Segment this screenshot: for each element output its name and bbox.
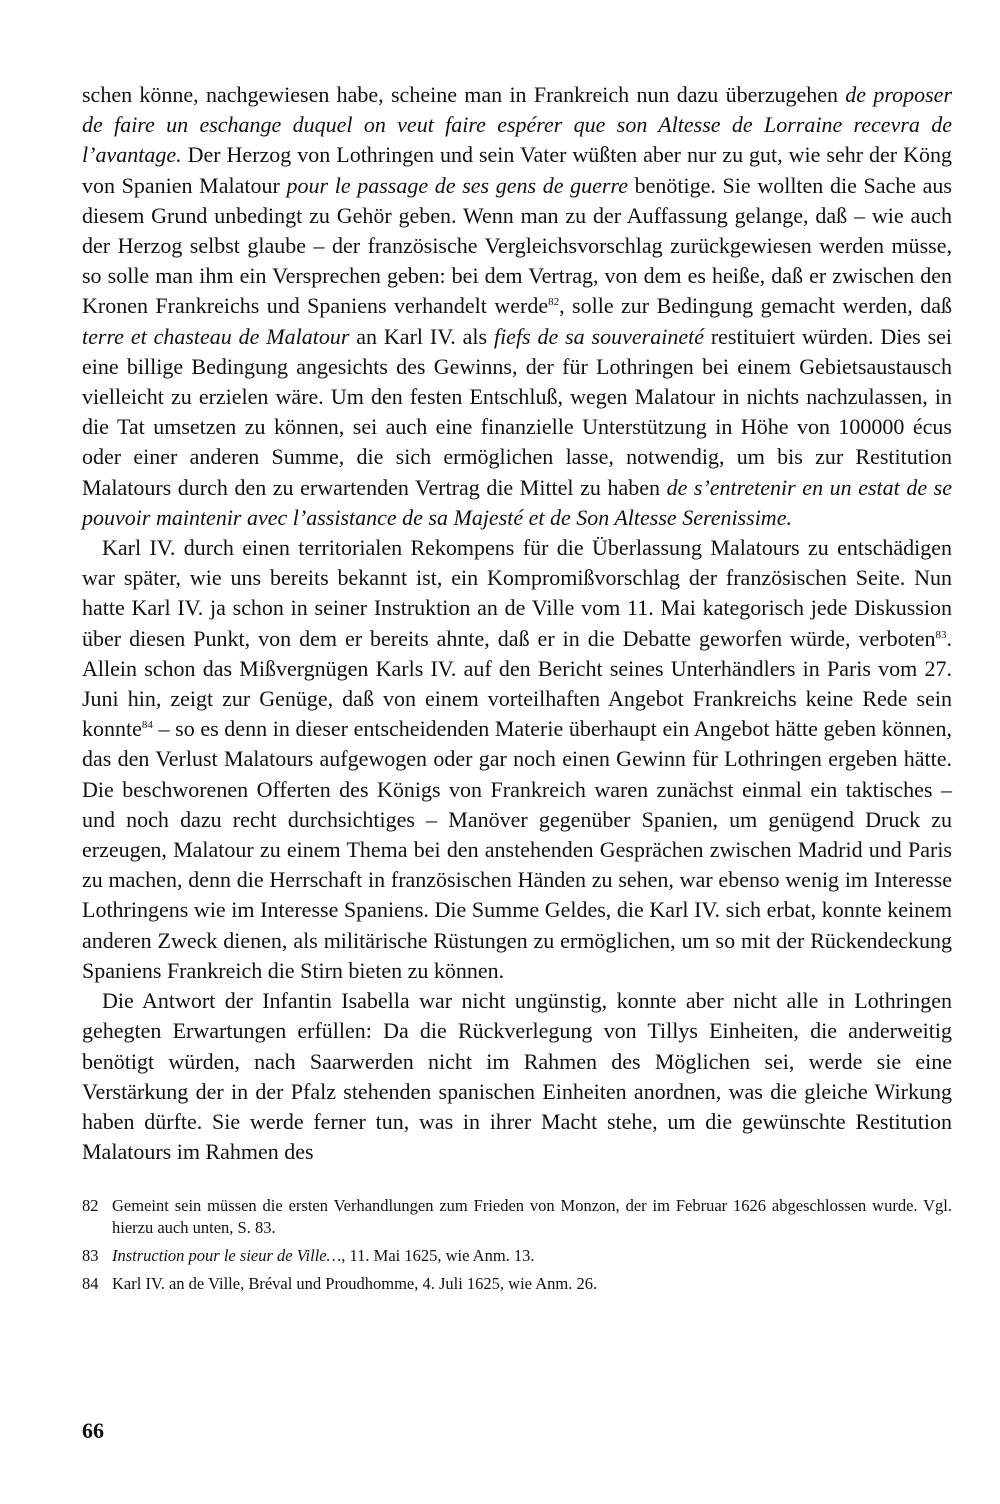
footnote-82 xyxy=(82,1195,952,1239)
footnote-83 xyxy=(82,1245,952,1267)
footnote-text xyxy=(112,1195,952,1239)
footnote-83-text: , 11. Mai 1625, wie Anm. 13. xyxy=(341,1246,535,1266)
footnote-ref-82[interactable]: 82 xyxy=(548,296,560,309)
paragraph-1-text-3: benötige. Sie wollten die Sache aus diesem Grund unbedingt zu Gehör geben. Wenn man zu der Auffassung gelange, daß – wie auch der Herzog selbst glaube – der französische Vergleichsvorschlag zurückgewiesen werden müsse, so solle man ihm ein Versprechen geben: bei dem Vertrag, von dem es heiße, daß er zwischen den Kronen Frankreichs und Spaniens verhandelt werde xyxy=(82,172,952,319)
paragraph-1-french-quote-2: pour le passage de ses gens de guerre xyxy=(286,172,628,198)
paragraph-3 xyxy=(82,986,952,1167)
paragraph-2-text-1: Karl IV. durch einen territorialen Rekompens für die Überlassung Malatours zu entschädigen war später, wie uns bereits bekannt ist, ein Kompromißvorschlag der französischen Seite. Nun hatte Karl IV. ja schon in seiner Instruktion an de Ville vom 11. Mai kategorisch jede Diskussion über diesen Punkt, von dem er bereits ahnte, daß er in die Debatte geworfen würde, verboten xyxy=(82,535,952,651)
paragraph-2-text-3: – so es denn in dieser entscheidenden Materie überhaupt ein Angebot hätte geben können, das den Verlust Malatours aufgewogen oder gar noch einen Gewinn für Lothringen ergeben hätte. Die beschworenen Offerten des Königs von Frankreich waren zunächst einmal ein taktisches – und noch dazu recht durchsichtiges – Manöver gegenüber Spanien, um genügend Druck zu erzeugen, Malatour zu einem Thema bei den anstehenden Gesprächen zwischen Madrid und Paris zu machen, denn die Herrschaft in französischen Händen zu sehen, war ebenso wenig im Interesse Lothringens wie im Interesse Spaniens. Die Summe Geldes, die Karl IV. sich erbat, konnte keinem anderen Zweck dienen, als militärische Rüstungen zu ermöglichen, um so mit der Rückendeckung Spaniens Frankreich die Stirn bieten zu können. xyxy=(82,716,952,983)
paragraph-1-french-quote-5: de s’entretenir en un estat de se pouvoir maintenir avec l’assistance de sa Majesté et de Son Altesse Serenissime. xyxy=(82,474,952,530)
footnote-number: 82 xyxy=(82,1196,99,1216)
footnote-82-text: Gemeint sein müssen die ersten Verhandlungen zum Frieden von Monzon, der im Februar 1626 abgeschlossen wurde. Vgl. hierzu auch unten, S. 83. xyxy=(112,1196,952,1238)
footnote-84 xyxy=(82,1273,952,1295)
paragraph-1-text-5: an Karl IV. als xyxy=(349,323,494,349)
page-number: 66 xyxy=(82,1418,104,1443)
paragraph-1 xyxy=(82,80,952,533)
footnote-number: 84 xyxy=(82,1274,99,1294)
paragraph-2-text-2: . Allein schon das Mißvergnügen Karls IV. auf den Bericht seines Unterhändlers in Paris vom 27. Juni hin, zeigt zur Genüge, daß von einem vorteilhaften Angebot Frankreichs keine Rede sein konnte xyxy=(82,625,952,742)
paragraph-1-french-quote-4: fiefs de sa souveraineté xyxy=(493,323,704,349)
paragraph-1-text-4: , solle zur Bedingung gemacht werden, daß xyxy=(559,293,952,319)
paragraph-2 xyxy=(82,533,952,986)
paragraph-1-text-1: schen könne, nachgewiesen habe, scheine man in Frankreich nun dazu überzugehen xyxy=(82,82,846,107)
paragraph-1-text-2: Der Herzog von Lothringen und sein Vater wüßten aber nur zu gut, wie sehr der Köng von Spanien Malatour xyxy=(82,142,952,198)
paragraph-1-french-quote-1: de proposer de faire un eschange duquel on veut faire espérer que son Altesse de Lorraine recevra de l’avantage. xyxy=(82,82,952,168)
footnotes xyxy=(82,1195,952,1295)
footnote-84-text: Karl IV. an de Ville, Bréval und Proudhomme, 4. Juli 1625, wie Anm. 26. xyxy=(112,1274,598,1294)
page-content xyxy=(82,80,952,1301)
footnote-number: 83 xyxy=(82,1246,99,1266)
footnote-text xyxy=(112,1273,952,1295)
footnote-ref-83[interactable]: 83 xyxy=(935,628,947,641)
footnote-ref-84[interactable]: 84 xyxy=(141,719,153,732)
paragraph-3-text-1: Die Antwort der Infantin Isabella war nicht ungünstig, konnte aber nicht alle in Lothringen gehegten Erwartungen erfüllen: Da die Rückverlegung von Tillys Einheiten, die anderweitig benötigt würden, nach Saarwerden nicht im Rahmen des Möglichen sei, werde sie eine Verstärkung der in der Pfalz stehenden spanischen Einheiten anordnen, was die gleiche Wirkung haben dürfte. Sie werde ferner tun, was in ihrer Macht stehe, um die gewünschte Restitution Malatours im Rahmen des xyxy=(82,988,952,1165)
paragraph-1-text-6: restituiert würden. Dies sei eine billige Bedingung angesichts des Gewinns, der für Lothringen bei einem Gebietsaustausch vielleicht zu erzielen wäre. Um den festen Entschluß, wegen Malatour in nichts nachzulassen, in die Tat umsetzen zu können, sei auch eine finanzielle Unterstützung in Höhe von 100000 écus oder einer anderen Summe, die sich ermöglichen lasse, notwendig, um bis zur Restitution Malatours durch den zu erwartenden Vertrag die Mittel zu haben xyxy=(82,323,953,500)
paragraph-1-french-quote-3: terre et chasteau de Malatour xyxy=(82,323,350,349)
footnote-text xyxy=(112,1245,952,1267)
footnote-83-title: Instruction pour le sieur de Ville… xyxy=(112,1246,342,1266)
